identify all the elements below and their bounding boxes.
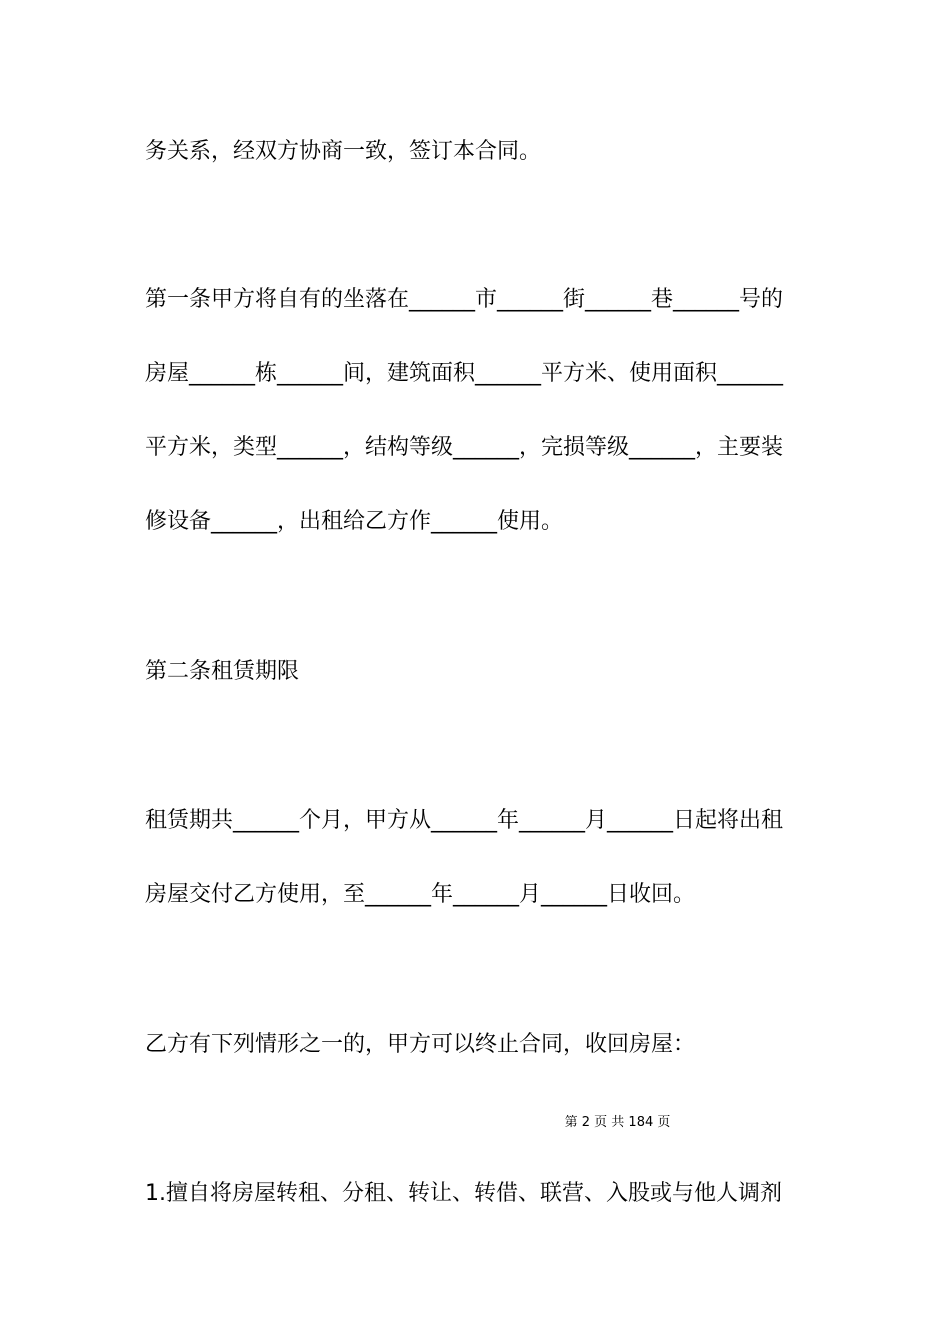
paragraph-line-9: 1.擅自将房屋转租、分租、转让、转借、联营、入股或与他人调剂 (145, 1181, 782, 1206)
paragraph-line-6: 租赁期共______个月，甲方从______年______月______日起将出租 (145, 808, 784, 833)
paragraph-line-8: 乙方有下列情形之一的，甲方可以终止合同，收回房屋： (145, 1032, 696, 1057)
paragraph-line-4: 平方米，类型______，结构等级______，完损等级______，主要装 (145, 435, 784, 460)
paragraph-line-7: 房屋交付乙方使用，至______年______月______日收回。 (145, 882, 696, 907)
paragraph-line-3: 房屋______栋______间，建筑面积______平方米、使用面积______ (145, 361, 784, 386)
section-heading: 第二条租赁期限 (145, 659, 300, 684)
paragraph-line-5: 修设备______，出租给乙方作______使用。 (145, 509, 564, 534)
page-number-footer: 第 2 页 共 184 页 (564, 1115, 671, 1130)
paragraph-line-2: 第一条甲方将自有的坐落在______市______街______巷______号的 (145, 287, 784, 312)
paragraph-line-1: 务关系，经双方协商一致，签订本合同。 (145, 139, 542, 164)
